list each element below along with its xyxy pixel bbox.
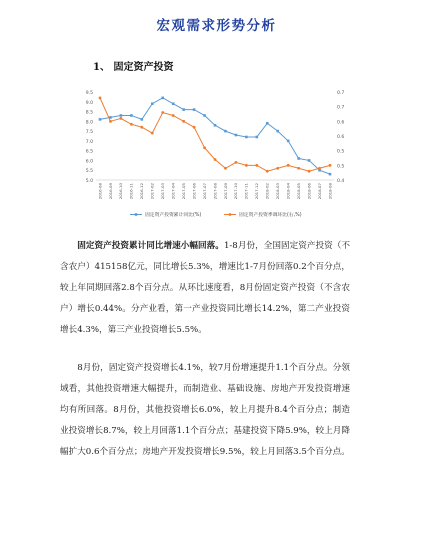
- x-tick-label: 2018-08: [327, 183, 333, 200]
- series-2-point: [224, 167, 227, 170]
- series-2-point: [297, 167, 300, 170]
- series-2-point: [182, 120, 185, 123]
- y-right-tick-label: 0.6: [337, 120, 345, 126]
- series-2-point: [151, 132, 154, 135]
- paragraph-1-body: 1-8月份，全国固定资产投资（不含农户）415158亿元，同比增长5.3%，增速比1-7月份回落0.2个百分点，较上年同期回落2.8个百分点。从环比速度看，8月份固定资产投资（不含农户）增长0.44%。分产业看，第一产业投资同比增长14.2%，第二产业投资增长4.3%，第三产业投资增长5.5%。: [60, 241, 350, 335]
- series-1-point: [235, 134, 238, 137]
- series-1-point: [151, 102, 154, 105]
- series-2-point: [235, 161, 238, 164]
- series-1-point: [130, 114, 133, 117]
- series-1-point: [276, 130, 279, 133]
- x-tick-label: 2017-06: [191, 183, 197, 200]
- series-2-point: [318, 167, 321, 170]
- series-2-point: [329, 164, 332, 167]
- paragraph-2: 8月份，固定资产投资增长4.1%，较7月份增速提升1.1个百分点。分领域看，其他投资增速大幅提升，而制造业、基础设施、房地产开发投资增速均有所回落。8月份，其他投资增长6.0%，较上月提升8.4个百分点；制造业投资增长8.7%，较上月回落1.1个百分点；基建投资下降5.9%，较上月降幅扩大0.6个百分点；房地产开发投资增长9.5%，较上月回落3.5个百分点。: [60, 363, 350, 457]
- x-tick-label: 2017-07: [201, 183, 207, 200]
- section-heading: 1、 固定资产投资: [93, 62, 174, 73]
- chart-svg: [72, 84, 362, 224]
- y-right-tick-label: 0.7: [337, 105, 345, 111]
- y-left-tick-label: 6.5: [85, 149, 93, 155]
- x-tick-label: 2017-11: [243, 183, 249, 200]
- y-left-tick-label: 7.0: [85, 139, 93, 145]
- series-2-point: [308, 170, 311, 173]
- series-1-point: [224, 130, 227, 133]
- series-2-point: [287, 164, 290, 167]
- x-tick-label: 2017-10: [233, 183, 239, 200]
- series-2-point: [255, 164, 258, 167]
- series-2-point: [193, 126, 196, 129]
- series-1-point: [172, 102, 175, 105]
- y-left-tick-label: 6.0: [85, 159, 93, 165]
- series-2-point: [245, 164, 248, 167]
- series-1-point: [99, 118, 102, 121]
- x-tick-label: 2018-06: [306, 183, 312, 200]
- y-left-tick-label: 7.5: [85, 130, 93, 136]
- y-left-tick-label: 5.0: [85, 179, 93, 184]
- x-tick-label: 2017-04: [170, 183, 176, 200]
- document-title: 宏观需求形势分析: [156, 18, 277, 34]
- series-2-point: [172, 114, 175, 117]
- x-tick-label: 2016-08: [97, 183, 103, 200]
- x-tick-label: 2017-03: [160, 183, 166, 200]
- series-2-point: [276, 167, 279, 170]
- series-1-point: [297, 157, 300, 160]
- series-1-point: [182, 108, 185, 111]
- x-tick-label: 2017-09: [222, 183, 228, 200]
- legend-label-1: 固定资产投资累计同比(%): [145, 213, 202, 218]
- series-1-point: [245, 136, 248, 139]
- series-1-point: [266, 122, 269, 125]
- y-right-tick-label: 0.5: [337, 149, 345, 155]
- x-tick-label: 2018-05: [295, 183, 301, 200]
- series-1-point: [203, 114, 206, 117]
- x-tick-label: 2016-09: [107, 183, 113, 200]
- y-right-tick-label: 0.4: [337, 179, 345, 184]
- x-tick-label: 2016-11: [128, 183, 134, 200]
- series-1-point: [214, 124, 217, 127]
- y-right-tick-label: 0.6: [337, 135, 345, 140]
- y-left-tick-label: 8.5: [85, 110, 93, 116]
- x-tick-label: 2017-08: [212, 183, 218, 200]
- x-tick-label: 2017-05: [180, 183, 186, 200]
- x-tick-label: 2016-12: [139, 183, 145, 200]
- series-1-point: [161, 97, 164, 100]
- paragraph-1-lead: 固定资产投资累计同比增速小幅回落。: [77, 241, 224, 251]
- x-tick-label: 2017-02: [149, 183, 155, 200]
- series-2-point: [161, 111, 164, 114]
- series-2-point: [266, 170, 269, 173]
- legend-marker-2: [229, 213, 232, 216]
- y-left-tick-label: 5.5: [85, 169, 93, 175]
- series-2-point: [109, 120, 112, 123]
- y-left-tick-label: 9.0: [85, 100, 93, 106]
- series-1-point: [329, 173, 332, 176]
- series-1-point: [308, 159, 311, 162]
- series-2-point: [99, 96, 102, 99]
- legend-marker-1: [135, 213, 138, 216]
- legend-label-2: 固定资产投资季调环比(右,%): [239, 213, 302, 218]
- series-1-point: [256, 136, 259, 139]
- x-tick-label: 2018-03: [275, 183, 281, 200]
- x-tick-label: 2016-10: [118, 183, 124, 200]
- paragraph-1: [60, 236, 350, 341]
- y-right-tick-label: 0.7: [337, 91, 345, 96]
- series-2-point: [120, 117, 123, 120]
- investment-line-chart: [72, 84, 362, 224]
- series-1-point: [193, 108, 196, 111]
- x-tick-label: 2018-02: [264, 183, 270, 200]
- x-tick-label: 2018-04: [285, 183, 291, 200]
- series-2-point: [203, 146, 206, 149]
- y-left-tick-label: 8.0: [85, 120, 93, 126]
- series-2-point: [140, 126, 143, 129]
- series-1-point: [120, 114, 123, 117]
- series-2-point: [214, 158, 217, 161]
- series-1-point: [287, 140, 290, 143]
- y-right-tick-label: 0.5: [337, 164, 345, 170]
- x-tick-label: 2018-07: [316, 183, 322, 200]
- x-tick-label: 2017-12: [254, 183, 260, 200]
- series-1-point: [141, 118, 144, 121]
- y-left-tick-label: 9.5: [85, 91, 93, 96]
- series-line-1: [100, 98, 330, 174]
- series-2-point: [130, 123, 133, 126]
